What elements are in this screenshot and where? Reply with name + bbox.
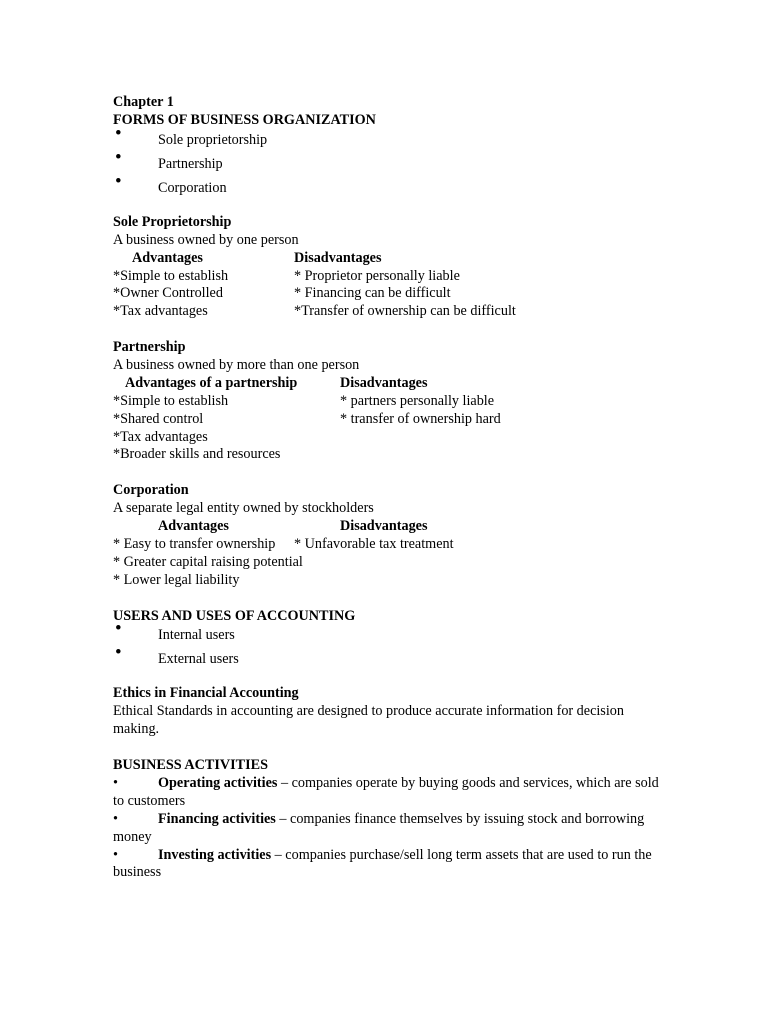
section-paragraph: Ethical Standards in accounting are designed to produce accurate information for decision making.	[113, 703, 624, 738]
advantage-cell: *Tax advantages	[113, 428, 208, 445]
table-row	[113, 429, 673, 447]
list-item	[113, 170, 673, 202]
disadvantage-cell: * Unfavorable tax treatment	[294, 535, 454, 552]
list-item	[113, 146, 673, 178]
bullet-icon: •	[113, 774, 118, 791]
bullet-icon: •	[115, 146, 122, 168]
list-item-label: Sole proprietorship	[158, 131, 268, 148]
section-definition: A separate legal entity owned by stockholders	[113, 500, 374, 517]
advantage-cell: * Greater capital raising potential	[113, 553, 303, 570]
advantage-cell: *Simple to establish	[113, 267, 229, 284]
table-row	[113, 285, 673, 303]
bullet-icon: •	[115, 122, 122, 144]
list-item-label: External users	[158, 651, 239, 668]
disadvantages-header: Disadvantages	[294, 249, 382, 266]
section-heading: Ethics in Financial Accounting	[113, 685, 299, 702]
list-item	[113, 122, 673, 154]
list-item-label: Corporation	[158, 179, 227, 196]
advantage-cell: *Shared control	[113, 410, 204, 427]
bullet-icon: •	[113, 810, 118, 827]
advantage-cell: *Tax advantages	[113, 303, 208, 320]
bullet-icon: •	[115, 170, 122, 192]
table-row	[113, 268, 673, 286]
list-item-label: Partnership	[158, 155, 223, 172]
disadvantage-cell: * transfer of ownership hard	[340, 410, 501, 427]
table-row	[113, 411, 673, 429]
section-heading: USERS AND USES OF ACCOUNTING	[113, 607, 356, 624]
table-row	[113, 303, 673, 321]
section-heading: Partnership	[113, 339, 186, 356]
disadvantage-cell: * Proprietor personally liable	[294, 267, 460, 284]
spacer	[113, 202, 673, 214]
table-row	[113, 572, 673, 590]
list-item	[113, 775, 673, 811]
table-row	[113, 554, 673, 572]
table-row	[113, 536, 673, 554]
section-heading: BUSINESS ACTIVITIES	[113, 757, 268, 774]
list-item	[113, 811, 673, 847]
advantage-cell: * Lower legal liability	[113, 571, 240, 588]
bullet-icon: •	[115, 642, 122, 664]
table-header-row	[113, 518, 673, 536]
disadvantages-header: Disadvantages	[340, 518, 428, 535]
advantage-cell: *Broader skills and resources	[113, 446, 281, 463]
table-header-row	[113, 250, 673, 268]
activity-term: Investing activities	[158, 846, 272, 863]
activity-description: – companies finance themselves by issuing stock and borrowing money	[113, 810, 645, 845]
list-item	[113, 618, 673, 649]
table-header-row	[113, 375, 673, 393]
chapter-title: Chapter 1	[113, 94, 174, 110]
advantage-cell: * Easy to transfer ownership	[113, 535, 276, 552]
disadvantages-header: Disadvantages	[340, 374, 428, 391]
bullet-icon: •	[115, 618, 122, 640]
spacer	[113, 673, 673, 685]
bullet-icon: •	[113, 846, 118, 863]
spacer	[113, 321, 673, 339]
disadvantage-cell: * Financing can be difficult	[294, 285, 451, 302]
advantages-header: Advantages	[132, 249, 203, 266]
table-row	[113, 446, 673, 464]
disadvantage-cell: *Transfer of ownership can be difficult	[294, 303, 516, 320]
section-heading: Sole Proprietorship	[113, 213, 232, 230]
advantages-header: Advantages of a partnership	[125, 374, 298, 391]
advantages-header: Advantages	[158, 518, 229, 535]
activity-description: – companies operate by buying goods and services, which are sold to customers	[113, 774, 659, 809]
activity-term: Financing activities	[158, 810, 276, 827]
section-heading: Corporation	[113, 482, 189, 499]
section-definition: A business owned by more than one person	[113, 356, 360, 373]
disadvantage-cell: * partners personally liable	[340, 392, 495, 409]
forms-heading: FORMS OF BUSINESS ORGANIZATION	[113, 111, 376, 128]
activity-description: – companies purchase/sell long term assets that are used to run the business	[113, 846, 652, 881]
advantage-cell: *Owner Controlled	[113, 285, 223, 302]
list-item	[113, 847, 673, 883]
list-item-label: Internal users	[158, 627, 235, 644]
section-definition: A business owned by one person	[113, 231, 299, 248]
advantage-cell: *Simple to establish	[113, 392, 229, 409]
spacer	[113, 739, 673, 757]
table-row	[113, 393, 673, 411]
activity-term: Operating activities	[158, 774, 278, 791]
spacer	[113, 590, 673, 608]
list-item	[113, 642, 673, 673]
spacer	[113, 464, 673, 482]
document-body	[113, 94, 673, 882]
